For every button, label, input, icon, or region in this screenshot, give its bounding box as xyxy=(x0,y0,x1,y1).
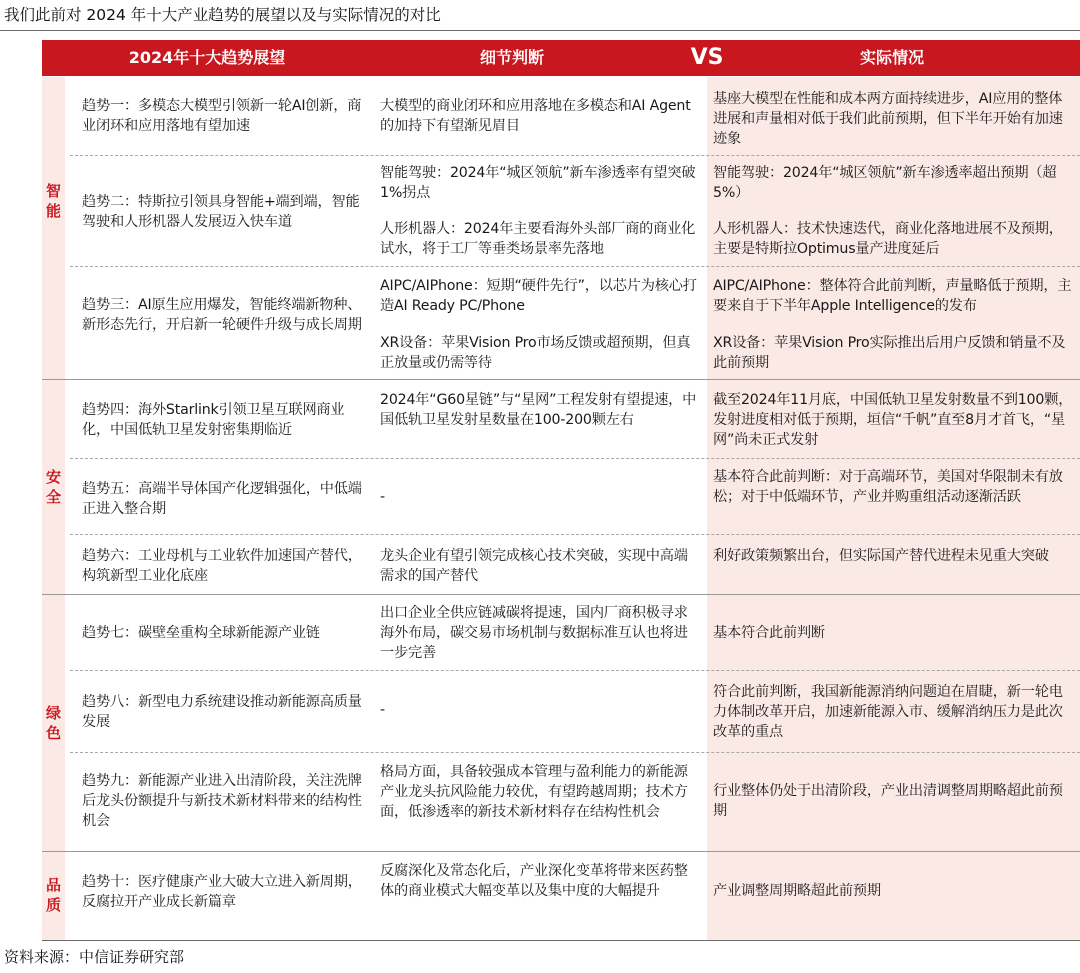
trend-cell: 趋势四：海外Starlink引领卫星互联网商业化，中国低轨卫星发射密集期临近 xyxy=(82,402,345,438)
detail-cell: 人形机器人：2024年主要看海外头部厂商的商业化试水，将于工厂等垂类场景率先落地 xyxy=(380,221,696,257)
trend-cell: 趋势三：AI原生应用爆发，智能终端新物种、新形态先行，开启新一轮硬件升级与成长周期 xyxy=(82,297,362,333)
actual-cell: 利好政策频繁出台，但实际国产替代进程未见重大突破 xyxy=(713,548,1049,564)
actual-cell: 产业调整周期略超此前预期 xyxy=(713,883,881,899)
actual-cell: XR设备：苹果Vision Pro实际推出后用户反馈和销量不及此前预期 xyxy=(713,335,1066,371)
category-divider xyxy=(42,851,1080,852)
detail-cell: 龙头企业有望引领完成核心技术突破，实现中高端需求的国产替代 xyxy=(380,548,688,584)
category-band-intelligence xyxy=(42,77,65,379)
actual-cell: AIPC/AIPhone：整体符合此前判断，声量略低于预期，主要来自于下半年Apple Intelligence的发布 xyxy=(713,278,1072,314)
trend-cell: 趋势八：新型电力系统建设推动新能源高质量发展 xyxy=(82,694,362,730)
actual-cell: 基本符合此前判断 xyxy=(713,625,825,641)
actual-cell: 基座大模型在性能和成本两方面持续进步，AI应用的整体进展和声量相对低于我们此前预期，但下半年开始有加速迹象 xyxy=(713,91,1063,147)
detail-cell: 格局方面，具备较强成本管理与盈利能力的新能源产业龙头抗风险能力较优，有望跨越周期；技术方面，低渗透率的新技术新材料存在结构性机会 xyxy=(380,764,688,820)
detail-cell: 反腐深化及常态化后，产业深化变革将带来医药整体的商业模式大幅变革以及集中度的大幅提升 xyxy=(380,863,688,899)
detail-cell: 2024年“G60星链”与“星网”工程发射有望提速，中国低轨卫星发射星数量在100-200颗左右 xyxy=(380,392,697,428)
category-label-green: 绿色 xyxy=(45,704,61,742)
detail-cell: 出口企业全供应链减碳将提速，国内厂商积极寻求海外布局，碳交易市场机制与数据标准互认也将进一步完善 xyxy=(380,605,688,661)
trend-cell: 趋势十：医疗健康产业大破大立进入新周期，反腐拉开产业成长新篇章 xyxy=(82,874,362,910)
table-bottom-rule xyxy=(42,940,1080,941)
row-divider xyxy=(70,155,1080,156)
trend-cell: 趋势七：碳壁垒重构全球新能源产业链 xyxy=(82,625,320,641)
header-actual: 实际情况 xyxy=(859,48,924,67)
trend-cell: 趋势二：特斯拉引领具身智能+端到端，智能驾驶和人形机器人发展迈入快车道 xyxy=(82,194,360,230)
source-note: 资料来源：中信证券研究部 xyxy=(4,948,185,966)
category-label-intelligence: 智能 xyxy=(45,182,61,220)
actual-cell: 人形机器人：技术快速迭代，商业化落地进展不及预期，主要是特斯拉Optimus量产进度延后 xyxy=(713,221,1063,257)
category-divider xyxy=(42,594,1080,595)
detail-cell: 大模型的商业闭环和应用落地在多模态和AI Agent的加持下有望渐见眉目 xyxy=(380,98,691,134)
row-divider xyxy=(70,458,1080,459)
category-divider xyxy=(42,379,1080,380)
detail-cell: XR设备：苹果Vision Pro市场反馈或超预期，但真正放量或仍需等待 xyxy=(380,335,691,371)
actual-cell: 截至2024年11月底，中国低轨卫星发射数量不到100颗，发射进度相对低于预期，垣信“千帆”直至8月才首飞，“星网”尚未正式发射 xyxy=(713,392,1073,448)
category-label-security: 安全 xyxy=(45,468,61,506)
title-divider xyxy=(0,30,1080,31)
category-label-quality: 品质 xyxy=(45,876,61,914)
row-divider xyxy=(70,670,1080,671)
row-divider xyxy=(70,534,1080,535)
header-trend-outlook: 2024年十大趋势展望 xyxy=(128,48,286,67)
trend-cell: 趋势六：工业母机与工业软件加速国产替代，构筑新型工业化底座 xyxy=(82,548,362,584)
page-title: 我们此前对 2024 年十大产业趋势的展望以及与实际情况的对比 xyxy=(4,6,441,24)
trend-cell: 趋势九：新能源产业进入出清阶段，关注洗牌后龙头份额提升与新技术新材料带来的结构性机会 xyxy=(82,773,362,829)
actual-cell: 行业整体仍处于出清阶段，产业出清调整周期略超此前预期 xyxy=(713,783,1063,819)
table-header xyxy=(42,40,1080,76)
actual-cell: 智能驾驶：2024年“城区领航”新车渗透率超出预期（超5%） xyxy=(713,165,1057,201)
detail-cell: - xyxy=(380,489,385,505)
row-divider xyxy=(70,752,1080,753)
trend-cell: 趋势五：高端半导体国产化逻辑强化，中低端正进入整合期 xyxy=(82,481,362,517)
detail-cell: - xyxy=(380,702,385,718)
detail-cell: AIPC/AIPhone：短期“硬件先行”，以芯片为核心打造AI Ready PC/Phone xyxy=(380,278,697,314)
row-divider xyxy=(70,266,1080,267)
actual-cell: 基本符合此前判断：对于高端环节，美国对华限制未有放松；对于中低端环节，产业并购重组活动逐渐活跃 xyxy=(713,469,1063,505)
header-vs: VS xyxy=(690,45,724,70)
trend-cell: 趋势一：多模态大模型引领新一轮AI创新，商业闭环和应用落地有望加速 xyxy=(82,98,362,134)
actual-cell: 符合此前判断，我国新能源消纳问题迫在眉睫，新一轮电力体制改革开启，加速新能源入市、缓解消纳压力是此次改革的重点 xyxy=(713,684,1063,740)
header-detail-judgement: 细节判断 xyxy=(479,48,544,67)
detail-cell: 智能驾驶：2024年“城区领航”新车渗透率有望突破1%拐点 xyxy=(380,165,696,201)
